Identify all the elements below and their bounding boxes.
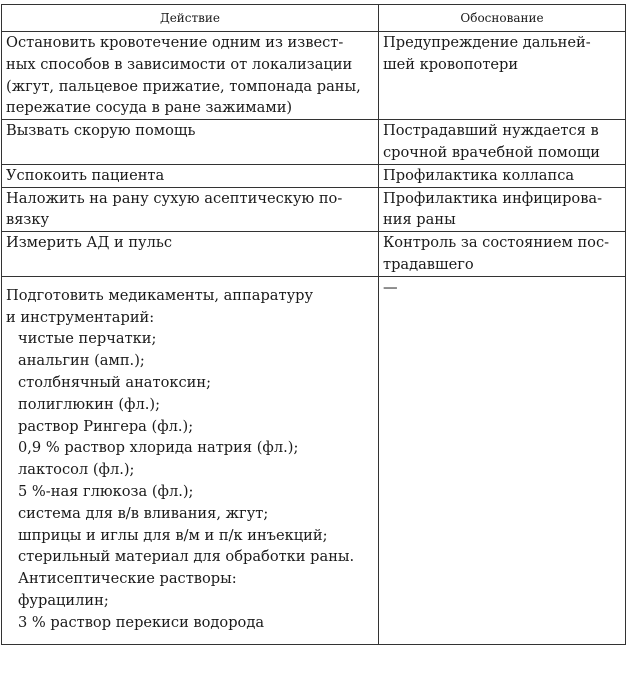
supply-item: лактосол (фл.); xyxy=(18,461,135,479)
supplies-intro-line: Подготовить медикаменты, аппаратуру xyxy=(6,286,314,304)
supply-item: 5 %-ная глюкоза (фл.); xyxy=(18,482,194,500)
procedure-table xyxy=(1,4,626,645)
table-row xyxy=(2,187,626,232)
rationale-cell xyxy=(379,32,626,120)
action-text-line: пережатие сосуда в ране зажимами) xyxy=(6,99,293,117)
supply-item: Антисептические растворы: xyxy=(18,570,237,588)
supplies-row xyxy=(2,276,626,644)
supply-item: полиглюкин (фл.); xyxy=(18,395,160,413)
action-cell xyxy=(2,164,379,187)
header-rationale: Обоснование xyxy=(379,5,626,32)
rationale-text-line: Пострадавший нуждается в xyxy=(383,122,599,140)
dash-placeholder: — xyxy=(383,278,398,296)
action-cell xyxy=(2,187,379,232)
rationale-text-line: шей кровопотери xyxy=(383,55,519,73)
rationale-cell xyxy=(379,232,626,277)
rationale-text-line: Профилактика коллапса xyxy=(383,166,575,184)
rationale-text-line: Контроль за состоянием пос- xyxy=(383,234,610,252)
rationale-cell xyxy=(379,187,626,232)
supply-item: анальгин (амп.); xyxy=(18,352,145,370)
rationale-cell xyxy=(379,164,626,187)
table-row xyxy=(2,232,626,277)
supply-item: 0,9 % раствор хлорида натрия (фл.); xyxy=(18,439,299,457)
action-text-line: Измерить АД и пульс xyxy=(6,234,173,252)
action-text-line: Остановить кровотечение одним из извест- xyxy=(6,34,344,51)
rationale-text-line: ния раны xyxy=(383,211,456,229)
header-action: Действие xyxy=(2,5,379,32)
supply-item: стерильный материал для обработки раны. xyxy=(18,548,355,566)
supply-item: столбнячный анатоксин; xyxy=(18,373,212,391)
supply-item: система для в/в вливания, жгут; xyxy=(18,504,269,522)
action-cell xyxy=(2,232,379,277)
rationale-cell xyxy=(379,120,626,165)
supply-item: 3 % раствор перекиси водорода xyxy=(18,613,265,631)
action-text-line: вязку xyxy=(6,211,50,229)
supplies-rationale-cell xyxy=(379,276,626,644)
supplies-intro-line: и инструментарий: xyxy=(6,308,155,326)
action-text-line: Наложить на рану сухую асептическую по- xyxy=(6,189,343,207)
table-row xyxy=(2,120,626,165)
action-cell xyxy=(2,32,379,120)
rationale-text-line: срочной врачебной помощи xyxy=(383,143,600,161)
table-row xyxy=(2,164,626,187)
table-header-row xyxy=(2,5,626,32)
rationale-text-line: Профилактика инфицирова- xyxy=(383,189,603,207)
action-text-line: Вызвать скорую помощь xyxy=(6,122,196,140)
supply-item: чистые перчатки; xyxy=(18,330,157,348)
supply-item: раствор Рингера (фл.); xyxy=(18,417,194,435)
supplies-cell xyxy=(2,276,379,644)
action-cell xyxy=(2,120,379,165)
supply-item: фурацилин; xyxy=(18,591,109,609)
action-text-line: Успокоить пациента xyxy=(6,166,165,184)
supply-item: шприцы и иглы для в/м и п/к инъекций; xyxy=(18,526,328,544)
action-text-line: ных способов в зависимости от локализации xyxy=(6,55,353,73)
rationale-text-line: традавшего xyxy=(383,255,474,273)
action-text-line: (жгут, пальцевое прижатие, томпонада раны, xyxy=(6,77,361,95)
table-row xyxy=(2,32,626,120)
rationale-text-line: Предупреждение дальней- xyxy=(383,34,591,51)
